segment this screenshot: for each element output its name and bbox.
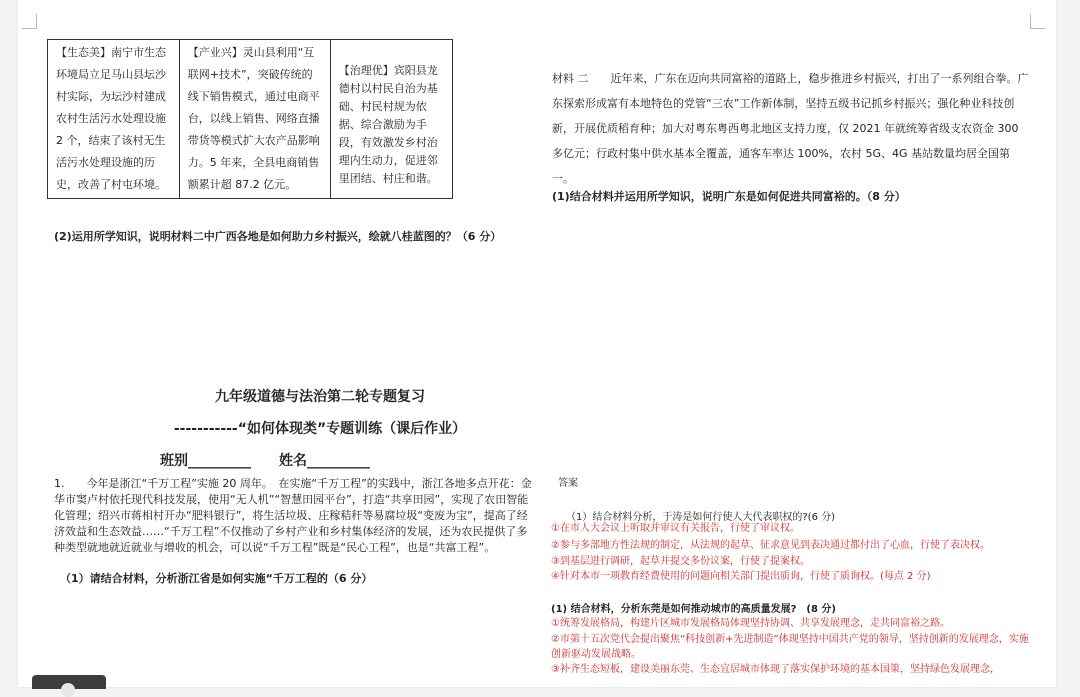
page-subtitle: -----------“如何体现类”专题训练（课后作业） (173, 421, 467, 437)
answer-q1-point-3: ③到基层进行调研，起草并提交多份议案，行使了提案权。 (551, 556, 810, 567)
crop-mark-top-right (1030, 14, 1045, 29)
table-cell-governance: 【治理优】宾阳县龙德村以村民自治为基础、村民村规为依据、综合激励为手段，有效激发乡村治理内生动力，促进邻里团结、村庄和谐。 (330, 40, 452, 199)
class-name-line: 班别_________ 姓名_________ (160, 453, 370, 469)
answers-heading: 答案 (558, 478, 578, 489)
question-1-material: 1. 今年是浙江“千万工程”实施 20 周年。 在实施“千万工程”的实践中，浙江各地多点开花：金华市窦卢村依托现代科技发展，使用“无人机”“智慧田园平台”，打造“共享田园”，实现了农田智能化管理；绍兴市蒋相村开办“肥料银行”，将生活垃圾、庄稼秸秆等易腐垃圾“变废为宝”，提高了经济效益和生态效益……“千万工程”不仅推动了乡村产业和乡村集体经济的发展，还为农民提供了多种类型就地就近就业与增收的机会，可以说“千万工程”既是“民心工程”，也是“共富工程”。 (54, 477, 532, 554)
table-cell-industry: 【产业兴】灵山县利用“互联网+技术”，突破传统的线下销售模式，通过电商平台，以线上销售、网络直播带货等模式扩大农产品影响力。5 年来，全县电商销售额累计超 87.2 亿元。 (179, 40, 330, 199)
answer-q1-point-4: ④针对本市一项教育经费使用的问题向相关部门提出质询，行使了质询权。(每点 2 分) (551, 571, 931, 582)
table-cell-ecology: 【生态美】南宁市生态环境局立足马山县坛沙村实际，为坛沙村建成农村生活污水处理设施 2 个，结束了该村无生活污水处理设施的历史，改善了村屯环境。 (48, 40, 180, 199)
answer-q2: (1) 结合材料，分析东莞是如何推动城市的高质量发展? (8 分) (551, 604, 836, 615)
answer-q1-point-2: ②参与多部地方性法规的制定，从法规的起草、征求意见到表决通过都付出了心血，行使了表决权。 (551, 540, 990, 551)
question-q2: (2)运用所学知识，说明材料二中广西各地是如何助力乡村振兴，绘就八桂蓝图的？（6 分） (54, 230, 502, 243)
answer-q2-point-1: ①统筹发展格局，构建片区城市发展格局体现坚持协调、共享发展理念，走共同富裕之路。 (551, 618, 950, 629)
page-title: 九年级道德与法治第二轮专题复习 (215, 389, 425, 405)
material-table (47, 39, 453, 199)
crop-mark-top-left (22, 14, 37, 29)
answer-q1-point-1: ①在市人大会议上听取并审议有关报告，行使了审议权。 (551, 523, 800, 534)
question-right-1: (1)结合材料并运用所学知识，说明广东是如何促进共同富裕的。（8 分） (552, 190, 906, 203)
material-two: 材料 二 近年来，广东在迈向共同富裕的道路上，稳步推进乡村振兴，打出了一系列组合拳。广东探索形成富有本地特色的党管“三农”工作新体制，坚持五级书记抓乡村振兴；强化种业科技创新，开展优质稻育种；加大对粤东粤西粤北地区支持力度，仅 2021 年就统筹省级支农资金 300 多亿元；行政村集中供水基本全覆盖，通客车率达 100%，农村 5G、4G 基站数量均居全国第一。 (552, 72, 1029, 185)
answer-q2-point-3: ③补齐生态短板，建设美丽东莞、生态宜居城市体现了落实保护环境的基本国策，坚持绿色发展理念， (551, 664, 1000, 675)
question-left-1: （1）请结合材料，分析浙江省是如何实施“千万工程的（6 分） (60, 572, 373, 585)
toolbar-dot-icon (61, 683, 75, 697)
answer-q2-point-2: ②市第十五次党代会提出聚焦“科技创新+先进制造”体现坚持中国共产党的领导，坚持创新的发展理念，实施创新驱动发展战略。 (551, 634, 1029, 660)
answer-q1: （1）结合材料分析，于涛是如何行使人大代表职权的?(6 分) (566, 512, 836, 523)
